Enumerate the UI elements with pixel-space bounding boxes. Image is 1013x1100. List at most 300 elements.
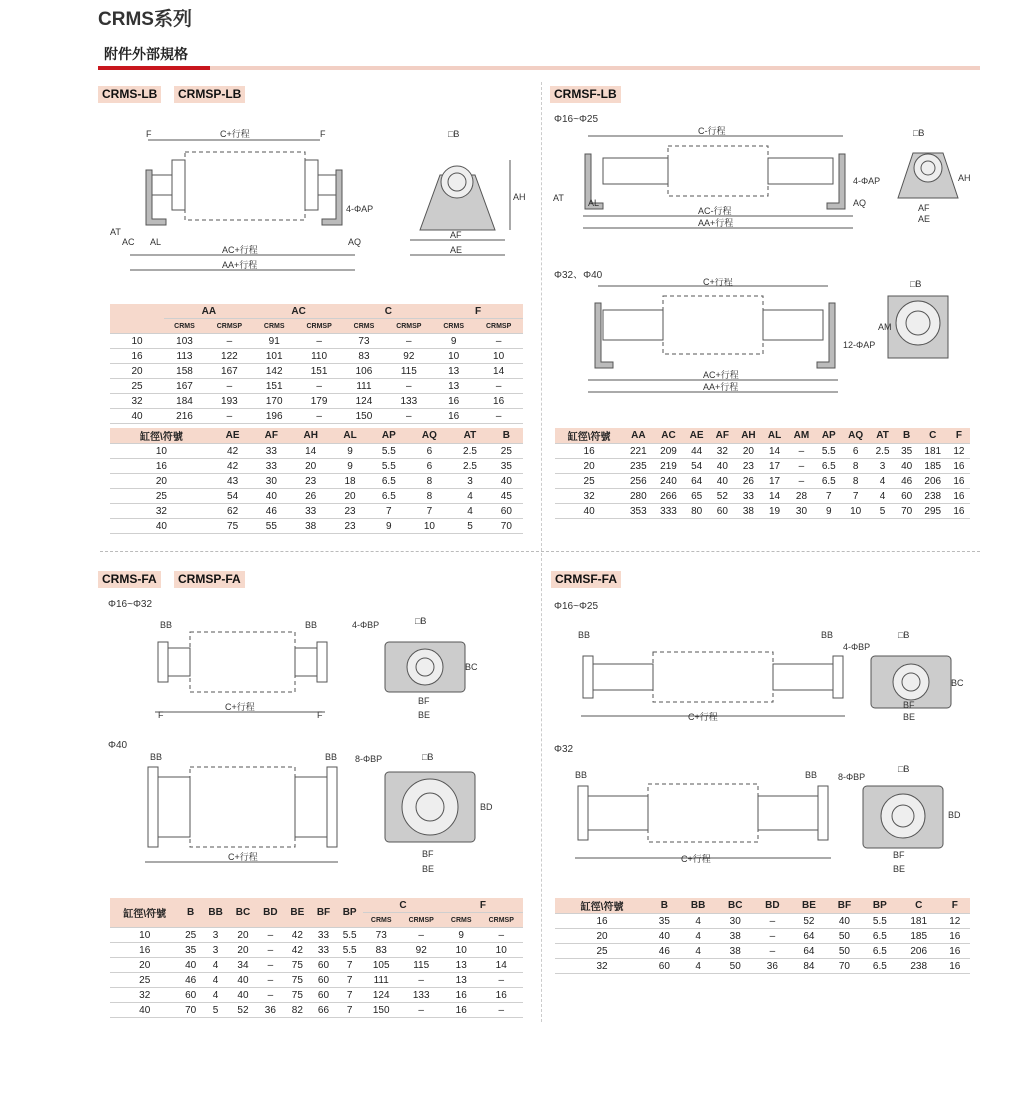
lb-top-cell: 16	[433, 409, 474, 424]
fa-c2-label: C+行程	[228, 852, 258, 862]
sffa-cell: 50	[717, 959, 754, 974]
sflb-b-label: □B	[913, 128, 925, 138]
lb-top-cell: –	[295, 409, 344, 424]
fa-row	[110, 928, 523, 943]
fa-cell: 52	[229, 1003, 256, 1018]
fa-bf2-label: BF	[422, 849, 434, 859]
fa-cell: 16	[443, 1003, 480, 1018]
sflb-header-cell: C	[918, 428, 948, 444]
sflb-cell: 64	[684, 474, 710, 489]
fa-cell: 32	[110, 988, 179, 1003]
fa-cell: 5	[202, 1003, 229, 1018]
sffa-diameter-1: Φ16~Φ25	[554, 601, 599, 612]
sffa-bd-label: BD	[948, 810, 961, 820]
fa-cell: 42	[284, 943, 311, 958]
lb-top-cell: –	[295, 379, 344, 394]
crmsf-fa-drawing-2	[553, 756, 973, 878]
sflb-am-label: AM	[878, 322, 892, 332]
fa-th: B	[179, 898, 201, 928]
lb-bottom-cell: 10	[409, 519, 451, 534]
sflb-cell: 44	[684, 444, 710, 459]
sflb-cell: 353	[623, 504, 653, 519]
lb-b-label: □B	[448, 129, 460, 139]
lb-bottom-cell: 23	[331, 504, 369, 519]
fa-cell: 7	[336, 988, 363, 1003]
lb-top-cell: 167	[205, 364, 254, 379]
lb-bottom-cell: 6.5	[369, 474, 408, 489]
fa-cell: –	[399, 973, 442, 988]
sflb-c-label: C-行程	[698, 126, 726, 136]
sflb-aa2-label: AA+行程	[703, 382, 739, 392]
sffa-cell: 238	[898, 959, 940, 974]
sflb-cell: 3	[870, 459, 896, 474]
fa-cell: 20	[110, 958, 179, 973]
fa-cell: 75	[284, 988, 311, 1003]
sflb-header-cell: AF	[710, 428, 735, 444]
fa-cell: 60	[179, 988, 201, 1003]
sffa-cell: 16	[940, 929, 971, 944]
sffa-cell: –	[754, 914, 791, 929]
fa-th: BD	[257, 898, 284, 928]
lb-bottom-row	[110, 444, 523, 459]
lb-bottom-cell: 40	[490, 474, 523, 489]
lb-top-cell: –	[384, 409, 433, 424]
fa-cell: 16	[479, 988, 523, 1003]
sflb-cell: 40	[710, 474, 735, 489]
sflb-al-label: AL	[588, 198, 600, 208]
lb-bottom-row	[110, 504, 523, 519]
sflb-ah-label: AH	[958, 173, 971, 183]
lb-top-cell: 115	[384, 364, 433, 379]
lb-bottom-cell: 33	[252, 444, 290, 459]
page-title: CRMS系列	[98, 9, 192, 30]
lb-bottom-cell: 9	[331, 444, 369, 459]
sflb-cell: 5	[870, 504, 896, 519]
fa-row	[110, 1003, 523, 1018]
sffa-cell: 20	[555, 929, 649, 944]
crms-fa-drawing-2	[110, 752, 530, 880]
sflb-aq-label: AQ	[853, 198, 867, 208]
lb-top-cell: 113	[164, 349, 205, 364]
sflb-ap2-label: 12-ΦAP	[843, 340, 876, 350]
lb-bottom-cell: 75	[213, 519, 252, 534]
crmsf-lb-drawing-1	[553, 126, 973, 236]
th-sub: CRMSP	[295, 319, 344, 334]
lb-bottom-cell: 20	[110, 474, 213, 489]
sflb-cell: 12	[948, 444, 970, 459]
sflb-cell: 9	[816, 504, 842, 519]
fa-cell: 124	[363, 988, 400, 1003]
lb-bottom-row	[110, 519, 523, 534]
lb-bottom-cell: 62	[213, 504, 252, 519]
sflb-header-cell: AE	[684, 428, 710, 444]
sflb-cell: 206	[918, 474, 948, 489]
sflb-cell: 40	[896, 459, 918, 474]
sflb-ae-label: AE	[918, 214, 931, 224]
sflb-at-label: AT	[553, 193, 564, 203]
fa-cell: 33	[311, 943, 337, 958]
lb-top-cell: –	[205, 334, 254, 349]
sflb-cell: 333	[653, 504, 683, 519]
lb-top-row	[110, 409, 523, 424]
fa-cell: 70	[179, 1003, 201, 1018]
fa-b-label: □B	[415, 616, 427, 626]
fa-cell: 13	[443, 958, 480, 973]
lb-top-cell: 10	[433, 349, 474, 364]
fa-cell: 3	[202, 928, 229, 943]
fa-cell: 5.5	[336, 943, 363, 958]
sflb-cell: 209	[653, 444, 683, 459]
sflb-cell: 14	[762, 489, 787, 504]
title-underline	[210, 66, 980, 70]
fa-cell: –	[257, 928, 284, 943]
sffa-bb2-left-label: BB	[575, 770, 588, 780]
lb-bottom-cell: 10	[110, 444, 213, 459]
lb-bottom-cell: 20	[331, 489, 369, 504]
fa-cell: –	[479, 1003, 523, 1018]
sflb-diameter-2: Φ32、Φ40	[554, 270, 603, 281]
sflb-header-cell: AP	[816, 428, 842, 444]
fa-th-sub: CRMSP	[479, 913, 523, 928]
lb-top-cell: 83	[343, 349, 384, 364]
sflb-cell: 38	[735, 504, 762, 519]
sffa-bb-left-label: BB	[578, 630, 591, 640]
sflb-cell: 40	[710, 459, 735, 474]
fa-cell: 7	[336, 958, 363, 973]
sflb-header-cell: B	[896, 428, 918, 444]
lb-bottom-cell: 5.5	[369, 459, 408, 474]
fa-cell: 82	[284, 1003, 311, 1018]
lb-top-cell: –	[384, 379, 433, 394]
title-underline-accent	[98, 66, 210, 70]
th-ac: AC	[254, 304, 344, 319]
fa-cell: 35	[179, 943, 201, 958]
sflb-ac2-label: AC+行程	[703, 370, 739, 380]
fa-th: BF	[311, 898, 337, 928]
lb-bottom-cell: 42	[213, 444, 252, 459]
sflb-cell: 16	[948, 489, 970, 504]
lb-top-cell: 142	[254, 364, 295, 379]
lb-bottom-cell: 5	[450, 519, 489, 534]
sffa-row	[555, 944, 970, 959]
sffa-header-cell: BF	[827, 898, 862, 914]
fa-th: BB	[202, 898, 229, 928]
fa-cell: 20	[229, 928, 256, 943]
lb-bottom-cell: 3	[450, 474, 489, 489]
sflb-header-cell: AM	[787, 428, 816, 444]
th-c: C	[343, 304, 433, 319]
sffa-cell: 4	[680, 914, 717, 929]
fa-cell: 60	[311, 973, 337, 988]
fa-cell: 150	[363, 1003, 400, 1018]
th-f: F	[433, 304, 523, 319]
lb-top-cell: 170	[254, 394, 295, 409]
fa-bd-label: BD	[480, 802, 493, 812]
lb-top-cell: 151	[295, 364, 344, 379]
sflb-cell: 32	[710, 444, 735, 459]
fa-cell: 36	[257, 1003, 284, 1018]
sflb-cell: 19	[762, 504, 787, 519]
fa-cell: 40	[110, 1003, 179, 1018]
fa-be2-label: BE	[422, 864, 435, 874]
lb-top-cell: 179	[295, 394, 344, 409]
fa-bb-left-label: BB	[160, 620, 173, 630]
fa-cell: 25	[110, 973, 179, 988]
lb-top-cell: 193	[205, 394, 254, 409]
sffa-cell: 46	[649, 944, 679, 959]
sflb-header-cell: AQ	[842, 428, 870, 444]
lb-top-cell: 111	[343, 379, 384, 394]
fa-cell: 40	[229, 973, 256, 988]
sffa-bb-right-label: BB	[821, 630, 834, 640]
sffa-header-cell: BD	[754, 898, 791, 914]
lb-top-cell: 196	[254, 409, 295, 424]
lb-al-label: AL	[150, 237, 162, 247]
fa-cell: 25	[179, 928, 201, 943]
lb-bottom-header-cell: AP	[369, 428, 408, 444]
sflb-cell: 52	[710, 489, 735, 504]
sffa-c2-label: C+行程	[681, 854, 711, 864]
fa-cell: –	[399, 928, 442, 943]
fa-th: 缸徑\符號	[110, 898, 179, 928]
sflb-header-cell: AT	[870, 428, 896, 444]
fa-cell: 4	[202, 973, 229, 988]
sffa-header-cell: C	[898, 898, 940, 914]
section-divider-vertical	[541, 82, 542, 1022]
sffa-bp8-label: 8-ΦBP	[838, 772, 866, 782]
lb-top-cell: –	[384, 334, 433, 349]
lb-top-cell: 110	[295, 349, 344, 364]
th-aa: AA	[164, 304, 254, 319]
lb-bottom-header-cell: B	[490, 428, 523, 444]
crms-lb-table-top	[110, 304, 523, 424]
lb-bottom-cell: 25	[110, 489, 213, 504]
sffa-cell: 5.5	[862, 914, 898, 929]
lb-bottom-cell: 5.5	[369, 444, 408, 459]
sffa-c-label: C+行程	[688, 712, 718, 722]
lb-top-cell: –	[474, 334, 523, 349]
lb-top-cell: –	[295, 334, 344, 349]
fa-row	[110, 943, 523, 958]
sffa-cell: 60	[649, 959, 679, 974]
fa-cell: 16	[443, 988, 480, 1003]
sflb-cell: 221	[623, 444, 653, 459]
lb-ah-label: AH	[513, 192, 526, 202]
lb-top-cell: 91	[254, 334, 295, 349]
lb-top-cell: 216	[164, 409, 205, 424]
lb-ae-label: AE	[450, 245, 463, 255]
sflb-cell: 20	[735, 444, 762, 459]
sflb-cell: 60	[710, 504, 735, 519]
fa-bf-label: BF	[418, 696, 430, 706]
sflb-cell: 4	[870, 474, 896, 489]
lb-top-cell: 13	[433, 364, 474, 379]
lb-top-cell: –	[474, 409, 523, 424]
lb-bottom-cell: 8	[409, 489, 451, 504]
sffa-header-cell: BC	[717, 898, 754, 914]
fa-cell: –	[479, 973, 523, 988]
lb-ac-stroke-label: AC+行程	[222, 245, 258, 255]
lb-top-cell: 16	[110, 349, 164, 364]
sflb-cell: 30	[787, 504, 816, 519]
sffa-cell: 181	[898, 914, 940, 929]
fa-cell: 73	[363, 928, 400, 943]
lb-f-left-label: F	[146, 129, 152, 139]
lb-bottom-cell: 6.5	[369, 489, 408, 504]
sffa-cell: 6.5	[862, 929, 898, 944]
sflb-cell: 280	[623, 489, 653, 504]
lb-bottom-cell: 4	[450, 489, 489, 504]
lb-bottom-header-cell: AF	[252, 428, 290, 444]
sflb-b2-label: □B	[910, 279, 922, 289]
lb-top-row	[110, 349, 523, 364]
lb-bottom-cell: 26	[290, 489, 331, 504]
fa-diameter-1: Φ16~Φ32	[108, 599, 153, 610]
section-divider-horizontal	[100, 551, 980, 552]
th-sub: CRMS	[254, 319, 295, 334]
lb-bottom-row	[110, 474, 523, 489]
sffa-header-cell: BP	[862, 898, 898, 914]
sflb-header-cell: AA	[623, 428, 653, 444]
lb-top-cell: –	[474, 379, 523, 394]
lb-bottom-row	[110, 489, 523, 504]
crmsf-fa-drawing-1	[553, 614, 973, 726]
sflb-cell: 6	[842, 444, 870, 459]
fa-bp8-label: 8-ΦBP	[355, 754, 383, 764]
sffa-cell: 4	[680, 959, 717, 974]
sffa-bp-label: 4-ΦBP	[843, 642, 871, 652]
lb-top-cell: 151	[254, 379, 295, 394]
lb-bottom-cell: 9	[331, 459, 369, 474]
sflb-cell: 26	[735, 474, 762, 489]
sffa-cell: 30	[717, 914, 754, 929]
sffa-diameter-2: Φ32	[554, 744, 574, 755]
sflb-cell: 266	[653, 489, 683, 504]
sflb-cell: 65	[684, 489, 710, 504]
sffa-header-cell: B	[649, 898, 679, 914]
fa-th: BC	[229, 898, 256, 928]
sflb-header-cell: AL	[762, 428, 787, 444]
lb-bottom-cell: 2.5	[450, 459, 489, 474]
sflb-cell: –	[787, 444, 816, 459]
fa-bc-label: BC	[465, 662, 478, 672]
crmsf-lb-table	[555, 428, 970, 519]
sffa-cell: 64	[791, 929, 827, 944]
sflb-cell: –	[787, 459, 816, 474]
sflb-cell: 185	[918, 459, 948, 474]
th-sub: CRMS	[343, 319, 384, 334]
sffa-cell: 38	[717, 929, 754, 944]
fa-th-sub: CRMS	[443, 913, 480, 928]
lb-top-cell: 106	[343, 364, 384, 379]
lb-top-cell: –	[205, 409, 254, 424]
lb-bottom-cell: 54	[213, 489, 252, 504]
fa-cell: 60	[311, 988, 337, 1003]
fa-cell: 10	[479, 943, 523, 958]
sffa-bc-label: BC	[951, 678, 964, 688]
lb-top-cell: 10	[474, 349, 523, 364]
sflb-cell: –	[787, 474, 816, 489]
lb-top-cell: 158	[164, 364, 205, 379]
sffa-cell: 40	[827, 914, 862, 929]
lb-bottom-cell: 6	[409, 459, 451, 474]
lb-top-cell: 40	[110, 409, 164, 424]
sffa-header-cell: BE	[791, 898, 827, 914]
sflb-cell: 4	[870, 489, 896, 504]
fa-cell: –	[257, 973, 284, 988]
lb-top-cell: 184	[164, 394, 205, 409]
fa-cell: 16	[110, 943, 179, 958]
sffa-cell: 12	[940, 914, 971, 929]
fa-cell: –	[257, 958, 284, 973]
lb-top-row	[110, 394, 523, 409]
sflb-cell: 17	[762, 459, 787, 474]
lb-bottom-header-cell: 缸徑\符號	[110, 428, 213, 444]
sflb-af-label: AF	[918, 203, 930, 213]
sffa-be-label: BE	[903, 712, 916, 722]
sflb-cell: 46	[896, 474, 918, 489]
fa-b2-label: □B	[422, 752, 434, 762]
sflb-row	[555, 459, 970, 474]
sflb-ap-label: 4-ΦAP	[853, 176, 881, 186]
tag-crmsf-fa: CRMSF-FA	[551, 571, 621, 588]
lb-top-cell: 16	[474, 394, 523, 409]
lb-bottom-cell: 46	[252, 504, 290, 519]
fa-cell: 14	[479, 958, 523, 973]
sffa-cell: 50	[827, 944, 862, 959]
lb-top-cell: 10	[110, 334, 164, 349]
sffa-bf-label: BF	[903, 700, 915, 710]
sflb-cell: 20	[555, 459, 623, 474]
fa-cell: 83	[363, 943, 400, 958]
sflb-cell: 16	[948, 474, 970, 489]
fa-cell: 111	[363, 973, 400, 988]
page-subtitle: 附件外部規格	[104, 46, 188, 62]
lb-bottom-cell: 43	[213, 474, 252, 489]
sflb-cell: 40	[555, 504, 623, 519]
lb-f-right-label: F	[320, 129, 326, 139]
fa-cell: 115	[399, 958, 442, 973]
fa-cell: 105	[363, 958, 400, 973]
lb-bottom-cell: 42	[213, 459, 252, 474]
fa-cell: –	[257, 943, 284, 958]
lb-bottom-header-cell: AQ	[409, 428, 451, 444]
sflb-cell: 7	[842, 489, 870, 504]
fa-cell: 40	[229, 988, 256, 1003]
lb-top-cell: 122	[205, 349, 254, 364]
lb-bottom-cell: 45	[490, 489, 523, 504]
tag-crmsp-lb: CRMSP-LB	[174, 86, 245, 103]
sffa-cell: –	[754, 929, 791, 944]
lb-top-cell: 124	[343, 394, 384, 409]
fa-row	[110, 958, 523, 973]
sflb-cell: 8	[842, 459, 870, 474]
sffa-row	[555, 914, 970, 929]
sffa-cell: 16	[940, 944, 971, 959]
lb-bottom-cell: 33	[290, 504, 331, 519]
sffa-be2-label: BE	[893, 864, 906, 874]
lb-top-cell: 32	[110, 394, 164, 409]
tag-crmsf-lb: CRMSF-LB	[550, 86, 621, 103]
fa-cell: –	[257, 988, 284, 1003]
fa-th-f: F	[443, 898, 523, 913]
crmsf-fa-table	[555, 898, 970, 974]
crms-lb-table-bottom	[110, 428, 523, 534]
fa-cell: 33	[311, 928, 337, 943]
sffa-b2-label: □B	[898, 764, 910, 774]
tag-crmsp-fa: CRMSP-FA	[174, 571, 245, 588]
sflb-cell: 60	[896, 489, 918, 504]
